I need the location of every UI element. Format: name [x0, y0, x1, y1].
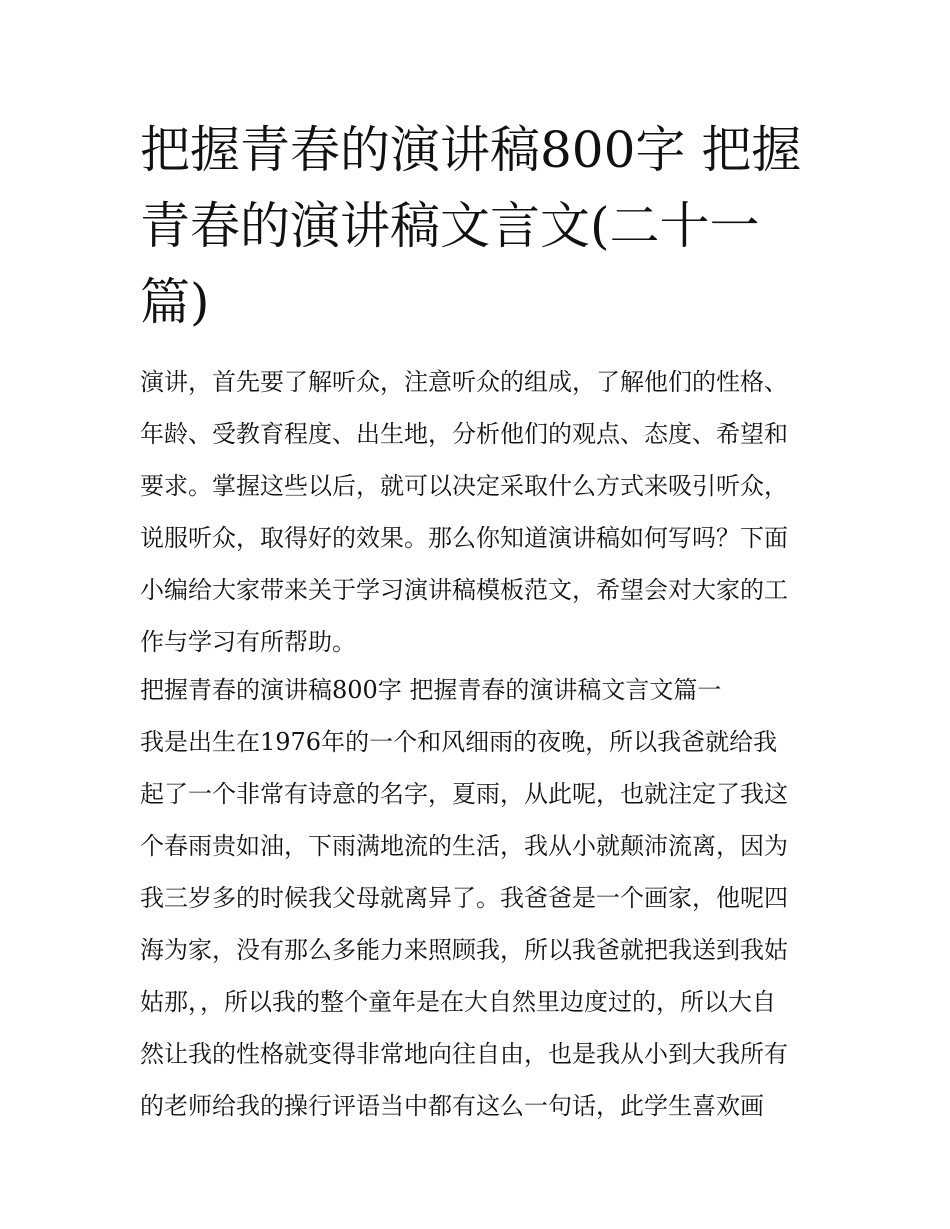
intro-line: 说服听众，取得好的效果。那么你知道演讲稿如何写吗？下面 [140, 524, 788, 552]
section-line: 然让我的性格就变得非常地向往自由，也是我从小到大我所有 [140, 1040, 788, 1068]
title-line: 青春的演讲稿文言文(二十一 [140, 197, 760, 255]
intro-line: 要求。掌握这些以后，就可以决定采取什么方式来吸引听众， [140, 472, 788, 500]
document-body [140, 356, 812, 1132]
intro-line: 年龄、受教育程度、出生地，分析他们的观点、态度、希望和 [140, 420, 788, 448]
section-line: 的老师给我的操行评语当中都有这么一句话，此学生喜欢画 [140, 1092, 764, 1120]
title-line: 篇) [140, 273, 210, 331]
section-heading: 把握青春的演讲稿800字 把握青春的演讲稿文言文篇一 [140, 676, 722, 704]
section-line: 起了一个非常有诗意的名字，夏雨，从此呢，也就注定了我这 [140, 780, 788, 808]
intro-line: 演讲，首先要了解听众，注意听众的组成，了解他们的性格、 [140, 368, 788, 396]
section-line: 个春雨贵如油，下雨满地流的生活，我从小就颠沛流离，因为 [140, 832, 788, 860]
section-paragraph [140, 716, 812, 1132]
section-line: 我是出生在1976年的一个和风细雨的夜晚，所以我爸就给我 [140, 728, 778, 756]
document-title [140, 112, 820, 340]
intro-line: 小编给大家带来关于学习演讲稿模板范文，希望会对大家的工 [140, 576, 788, 604]
intro-paragraph [140, 356, 812, 668]
title-line: 把握青春的演讲稿800字 把握 [140, 121, 802, 179]
section-line: 姑那，，所以我的整个童年是在大自然里边度过的，所以大自 [140, 988, 776, 1016]
section-line: 我三岁多的时候我父母就离异了。我爸爸是一个画家，他呢四 [140, 884, 788, 912]
section-line: 海为家，没有那么多能力来照顾我，所以我爸就把我送到我姑 [140, 936, 788, 964]
intro-line: 作与学习有所帮助。 [140, 628, 356, 656]
